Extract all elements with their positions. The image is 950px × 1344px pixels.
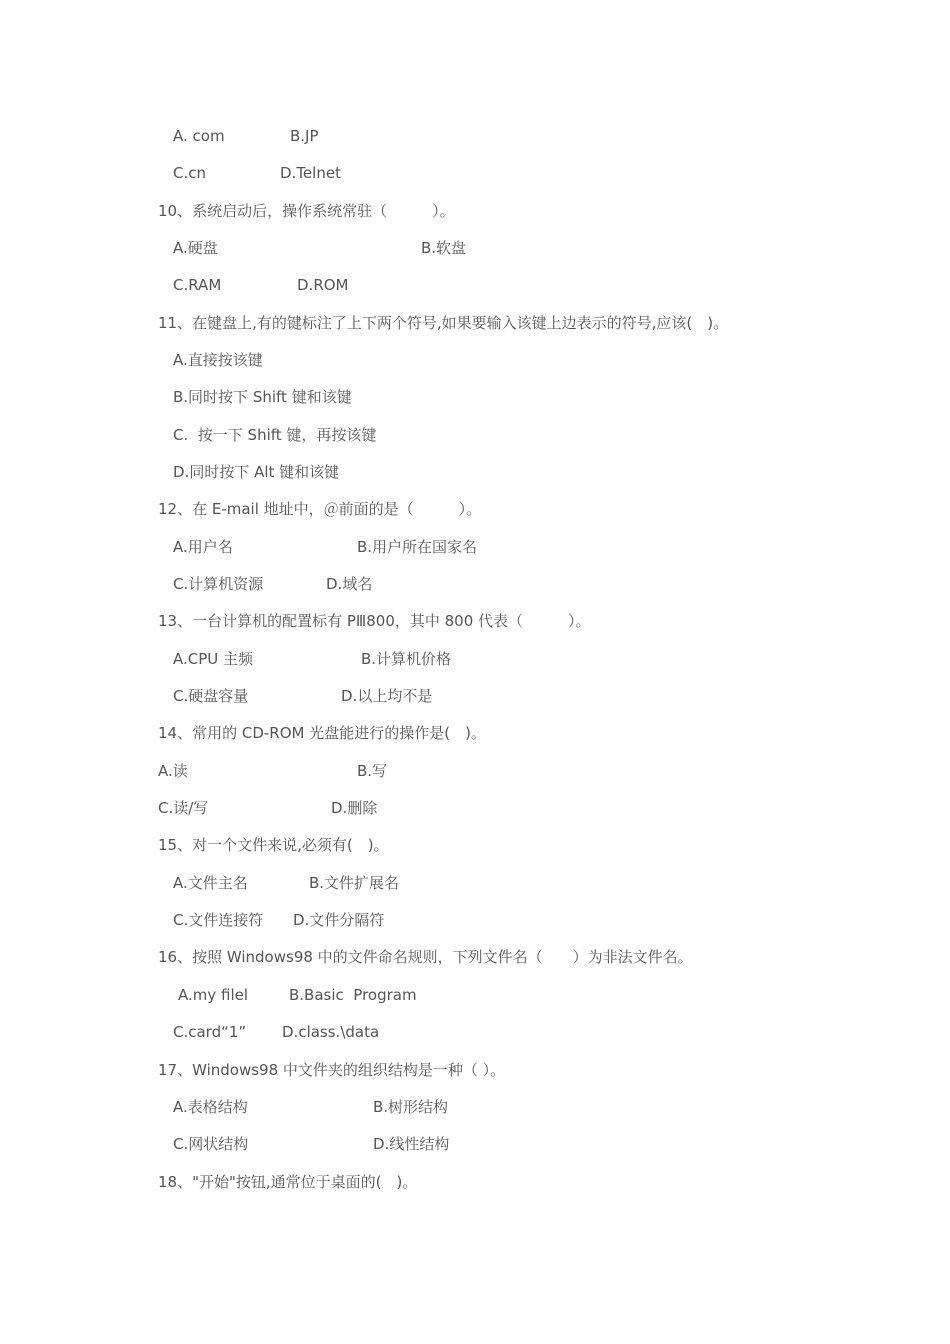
- q12-option-d: D.域名: [326, 575, 373, 593]
- q17-option-c: C.网状结构: [173, 1135, 249, 1153]
- q13-option-c: C.硬盘容量: [173, 687, 249, 705]
- q15-option-c: C.文件连接符: [173, 911, 264, 929]
- q12-option-b: B.用户所在国家名: [357, 538, 478, 556]
- q17-stem: 17、Windows98 中文件夹的组织结构是一种（ ）。: [158, 1061, 506, 1079]
- q15-option-d: D.文件分隔符: [293, 911, 385, 929]
- q9-option-c: C.cn: [173, 164, 206, 182]
- q10-option-b: B.软盘: [421, 239, 467, 257]
- q15-option-a: A.文件主名: [173, 874, 248, 892]
- q16-option-a: A.my filel: [178, 986, 249, 1004]
- q13-option-a: A.CPU 主频: [173, 650, 254, 668]
- q13-option-d: D.以上均不是: [341, 687, 433, 705]
- q10-option-d: D.ROM: [297, 276, 349, 294]
- q11-stem: 11、在键盘上,有的键标注了上下两个符号,如果要输入该键上边表示的符号,应该( )。: [158, 314, 729, 332]
- q12-option-a: A.用户名: [173, 538, 233, 556]
- q16-option-c: C.card“1”: [173, 1023, 247, 1041]
- q13-option-b: B.计算机价格: [361, 650, 452, 668]
- q12-option-c: C.计算机资源: [173, 575, 264, 593]
- q11-option-b: B.同时按下 Shift 键和该键: [173, 388, 352, 406]
- q18-stem: 18、"开始"按钮,通常位于桌面的( )。: [158, 1173, 418, 1191]
- q15-option-b: B.文件扩展名: [309, 874, 400, 892]
- q10-option-a: A.硬盘: [173, 239, 218, 257]
- q12-stem: 12、在 E-mail 地址中，＠前面的是（ ）。: [158, 500, 482, 518]
- q14-stem: 14、常用的 CD-ROM 光盘能进行的操作是( )。: [158, 724, 486, 742]
- q17-option-a: A.表格结构: [173, 1098, 248, 1116]
- q10-stem: 10、系统启动后，操作系统常驻（ ）。: [158, 202, 455, 220]
- q14-option-b: B.写: [357, 762, 388, 780]
- q10-option-c: C.RAM: [173, 276, 222, 294]
- q16-option-d: D.class.\data: [282, 1023, 380, 1041]
- q15-stem: 15、对一个文件来说,必须有( )。: [158, 836, 389, 854]
- q16-stem: 16、按照 Windows98 中的文件命名规则，下列文件名（ ）为非法文件名。: [158, 948, 693, 966]
- q17-option-b: B.树形结构: [373, 1098, 449, 1116]
- q11-option-a: A.直接按该键: [173, 351, 263, 369]
- q9-option-a: A. com: [173, 127, 225, 145]
- q11-option-c: C. 按一下 Shift 键，再按该键: [173, 426, 377, 444]
- q14-option-a: A.读: [158, 762, 188, 780]
- q9-option-d: D.Telnet: [280, 164, 341, 182]
- q17-option-d: D.线性结构: [373, 1135, 450, 1153]
- q16-option-b: B.Basic Program: [289, 986, 417, 1004]
- q13-stem: 13、一台计算机的配置标有 PⅢ800，其中 800 代表（ ）。: [158, 612, 591, 630]
- q9-option-b: B.JP: [290, 127, 319, 145]
- q14-option-d: D.删除: [331, 799, 378, 817]
- q14-option-c: C.读/写: [158, 799, 209, 817]
- q11-option-d: D.同时按下 Alt 键和该键: [173, 463, 340, 481]
